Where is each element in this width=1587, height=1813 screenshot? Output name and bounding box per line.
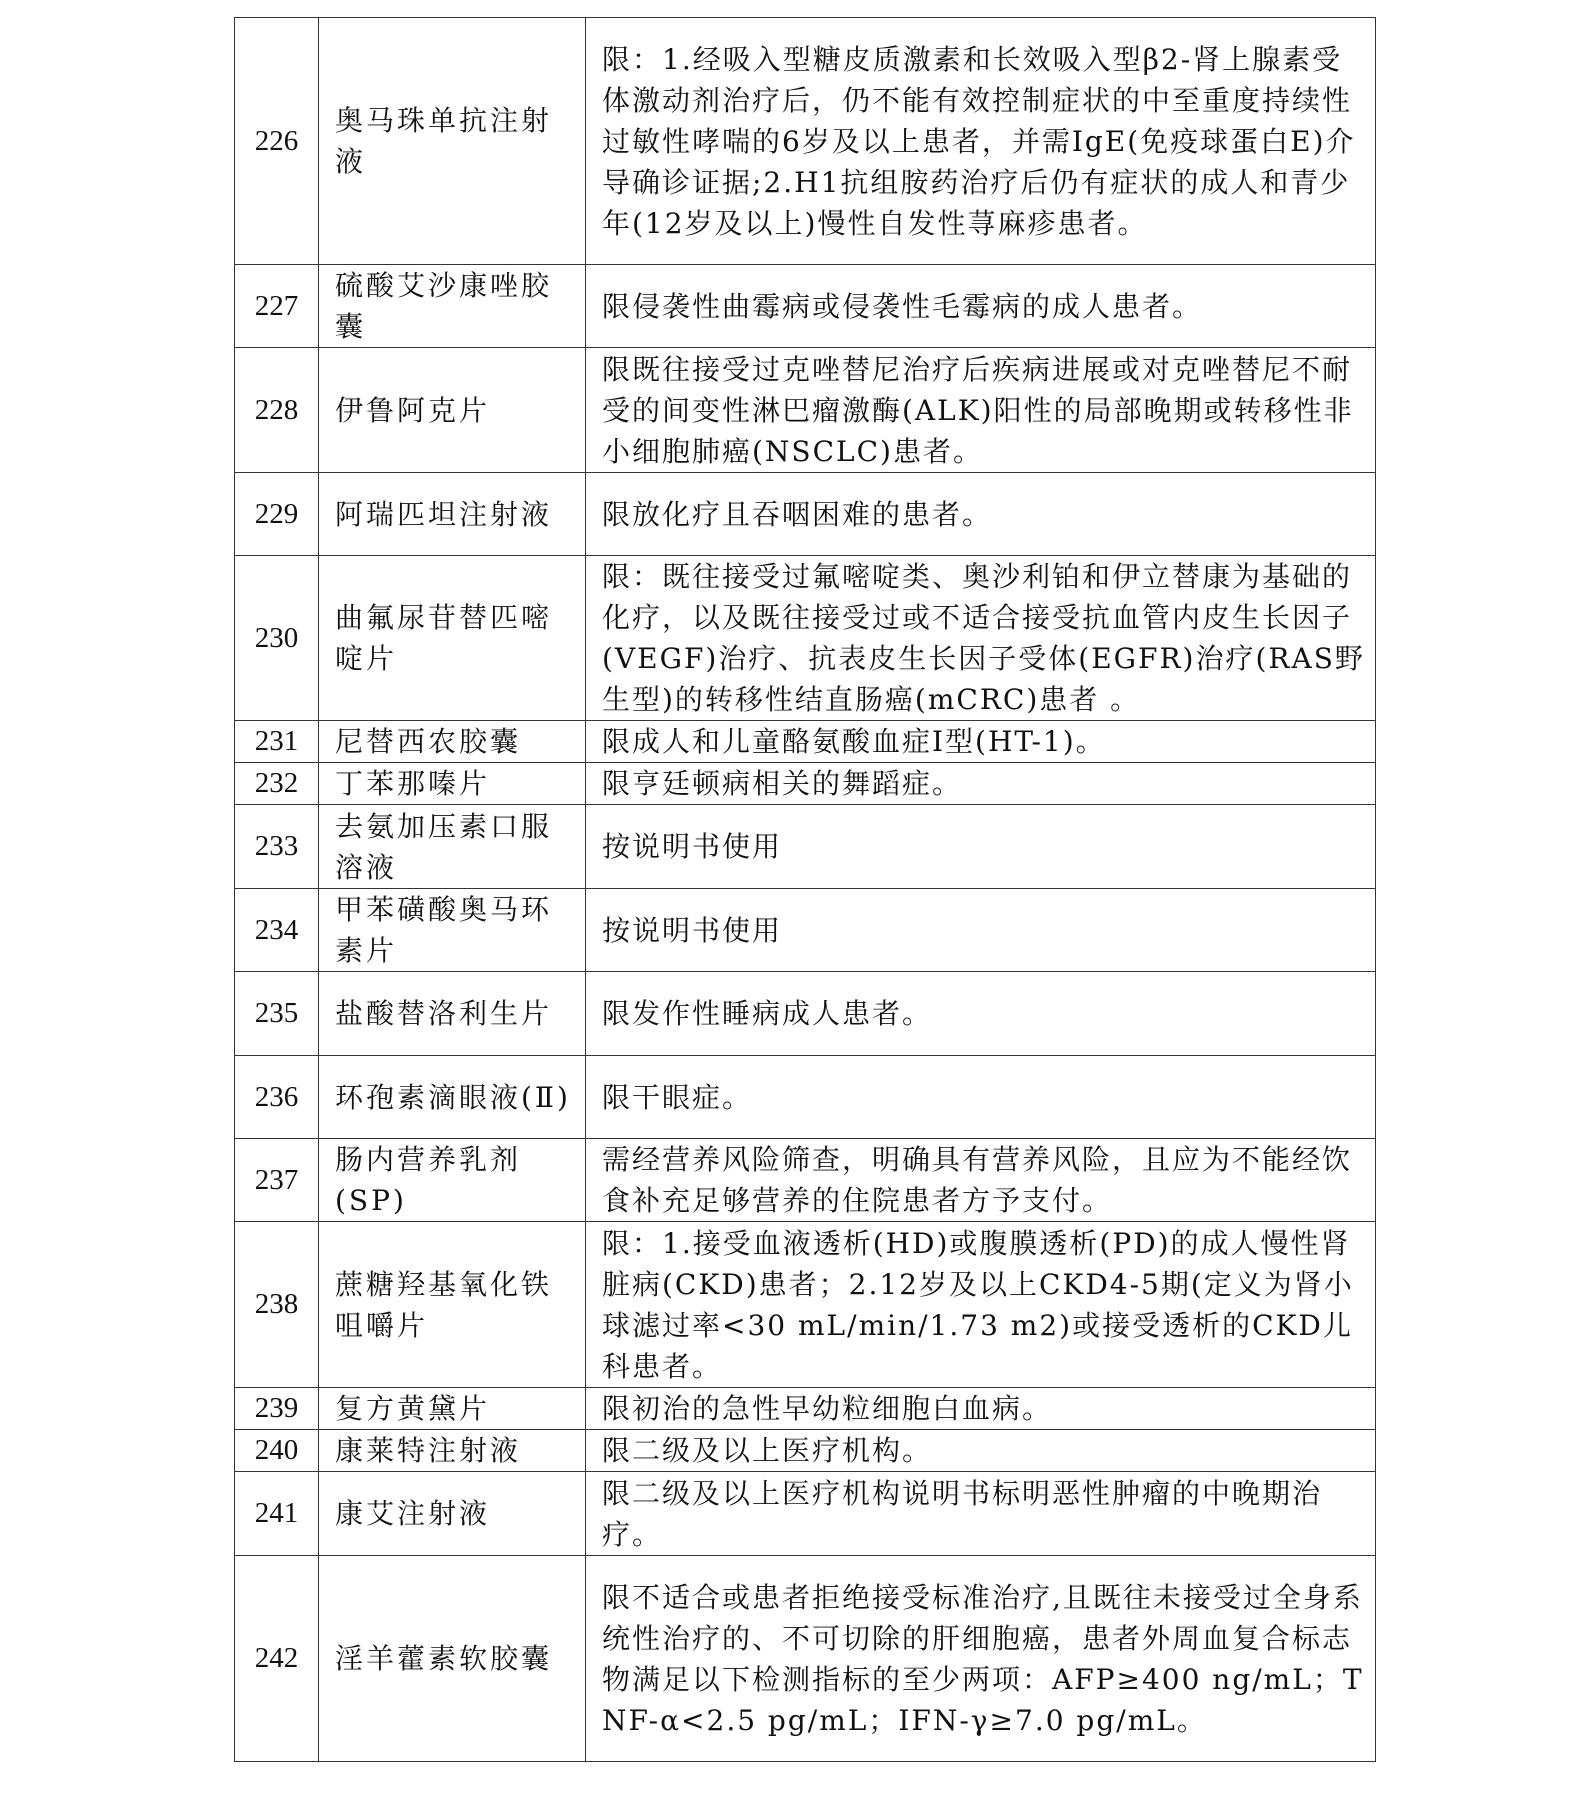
payment-restriction: 限：既往接受过氟嘧啶类、奥沙利铂和伊立替康为基础的化疗，以及既往接受过或不适合接受抗血管内皮生长因子(VEGF)治疗、抗表皮生长因子受体(EGFR)治疗(RAS野生型)的转移性结直肠癌(mCRC)患者 。 [586, 556, 1376, 721]
row-number: 228 [235, 348, 319, 473]
table-row [235, 1388, 1376, 1430]
row-number: 240 [235, 1430, 319, 1472]
table-row [235, 473, 1376, 556]
table-row [235, 1472, 1376, 1556]
drug-name: 环孢素滴眼液(Ⅱ) [319, 1056, 586, 1139]
drug-name: 尼替西农胶囊 [319, 721, 586, 763]
payment-restriction: 限放化疗且吞咽困难的患者。 [586, 473, 1376, 556]
table-body [235, 18, 1376, 1762]
table-row [235, 1139, 1376, 1222]
drug-name: 曲氟尿苷替匹嘧啶片 [319, 556, 586, 721]
drug-name: 伊鲁阿克片 [319, 348, 586, 473]
payment-restriction: 限侵袭性曲霉病或侵袭性毛霉病的成人患者。 [586, 265, 1376, 348]
drug-name: 阿瑞匹坦注射液 [319, 473, 586, 556]
drug-name: 去氨加压素口服溶液 [319, 805, 586, 889]
row-number: 229 [235, 473, 319, 556]
table-row [235, 1056, 1376, 1139]
row-number: 232 [235, 763, 319, 805]
drug-name: 奥马珠单抗注射液 [319, 18, 586, 265]
drug-name: 甲苯磺酸奥马环素片 [319, 889, 586, 972]
table-row [235, 348, 1376, 473]
row-number: 234 [235, 889, 319, 972]
row-number: 237 [235, 1139, 319, 1222]
row-number: 230 [235, 556, 319, 721]
row-number: 239 [235, 1388, 319, 1430]
table-row [235, 889, 1376, 972]
table-row [235, 1430, 1376, 1472]
table-row [235, 1222, 1376, 1388]
table-row [235, 972, 1376, 1056]
payment-restriction: 限成人和儿童酪氨酸血症Ⅰ型(HT-1)。 [586, 721, 1376, 763]
row-number: 235 [235, 972, 319, 1056]
payment-restriction: 按说明书使用 [586, 805, 1376, 889]
payment-restriction: 限不适合或患者拒绝接受标准治疗,且既往未接受过全身系统性治疗的、不可切除的肝细胞癌，患者外周血复合标志物满足以下检测指标的至少两项：AFP≥400 ng/mL；TNF-α<2.5 pg/mL；IFN-γ≥7.0 pg/mL。 [586, 1556, 1376, 1762]
payment-restriction: 限亨廷顿病相关的舞蹈症。 [586, 763, 1376, 805]
table-row [235, 18, 1376, 265]
table-row [235, 763, 1376, 805]
drug-name: 丁苯那嗪片 [319, 763, 586, 805]
payment-restriction: 限二级及以上医疗机构。 [586, 1430, 1376, 1472]
row-number: 233 [235, 805, 319, 889]
payment-restriction: 限二级及以上医疗机构说明书标明恶性肿瘤的中晚期治疗。 [586, 1472, 1376, 1556]
row-number: 236 [235, 1056, 319, 1139]
payment-restriction: 限既往接受过克唑替尼治疗后疾病进展或对克唑替尼不耐受的间变性淋巴瘤激酶(ALK)阳性的局部晚期或转移性非小细胞肺癌(NSCLC)患者。 [586, 348, 1376, 473]
drug-name: 蔗糖羟基氧化铁咀嚼片 [319, 1222, 586, 1388]
drug-restriction-table [234, 17, 1376, 1762]
payment-restriction: 限：1.接受血液透析(HD)或腹膜透析(PD)的成人慢性肾脏病(CKD)患者；2.12岁及以上CKD4-5期(定义为肾小球滤过率<30 mL/min/1.73 m2)或接受透析的CKD儿科患者。 [586, 1222, 1376, 1388]
drug-name: 康莱特注射液 [319, 1430, 586, 1472]
table-row [235, 265, 1376, 348]
payment-restriction: 限：1.经吸入型糖皮质激素和长效吸入型β2-肾上腺素受体激动剂治疗后，仍不能有效控制症状的中至重度持续性过敏性哮喘的6岁及以上患者，并需IgE(免疫球蛋白E)介导确诊证据;2.H1抗组胺药治疗后仍有症状的成人和青少年(12岁及以上)慢性自发性荨麻疹患者。 [586, 18, 1376, 265]
table-row [235, 721, 1376, 763]
row-number: 226 [235, 18, 319, 265]
row-number: 238 [235, 1222, 319, 1388]
table-row [235, 556, 1376, 721]
drug-name: 硫酸艾沙康唑胶囊 [319, 265, 586, 348]
payment-restriction: 限初治的急性早幼粒细胞白血病。 [586, 1388, 1376, 1430]
drug-name: 淫羊藿素软胶囊 [319, 1556, 586, 1762]
table-row [235, 1556, 1376, 1762]
row-number: 242 [235, 1556, 319, 1762]
row-number: 231 [235, 721, 319, 763]
payment-restriction: 需经营养风险筛查，明确具有营养风险，且应为不能经饮食补充足够营养的住院患者方予支付。 [586, 1139, 1376, 1222]
drug-name: 复方黄黛片 [319, 1388, 586, 1430]
row-number: 227 [235, 265, 319, 348]
drug-name: 康艾注射液 [319, 1472, 586, 1556]
drug-name: 肠内营养乳剂(SP) [319, 1139, 586, 1222]
table-row [235, 805, 1376, 889]
payment-restriction: 限干眼症。 [586, 1056, 1376, 1139]
payment-restriction: 按说明书使用 [586, 889, 1376, 972]
row-number: 241 [235, 1472, 319, 1556]
drug-name: 盐酸替洛利生片 [319, 972, 586, 1056]
payment-restriction: 限发作性睡病成人患者。 [586, 972, 1376, 1056]
